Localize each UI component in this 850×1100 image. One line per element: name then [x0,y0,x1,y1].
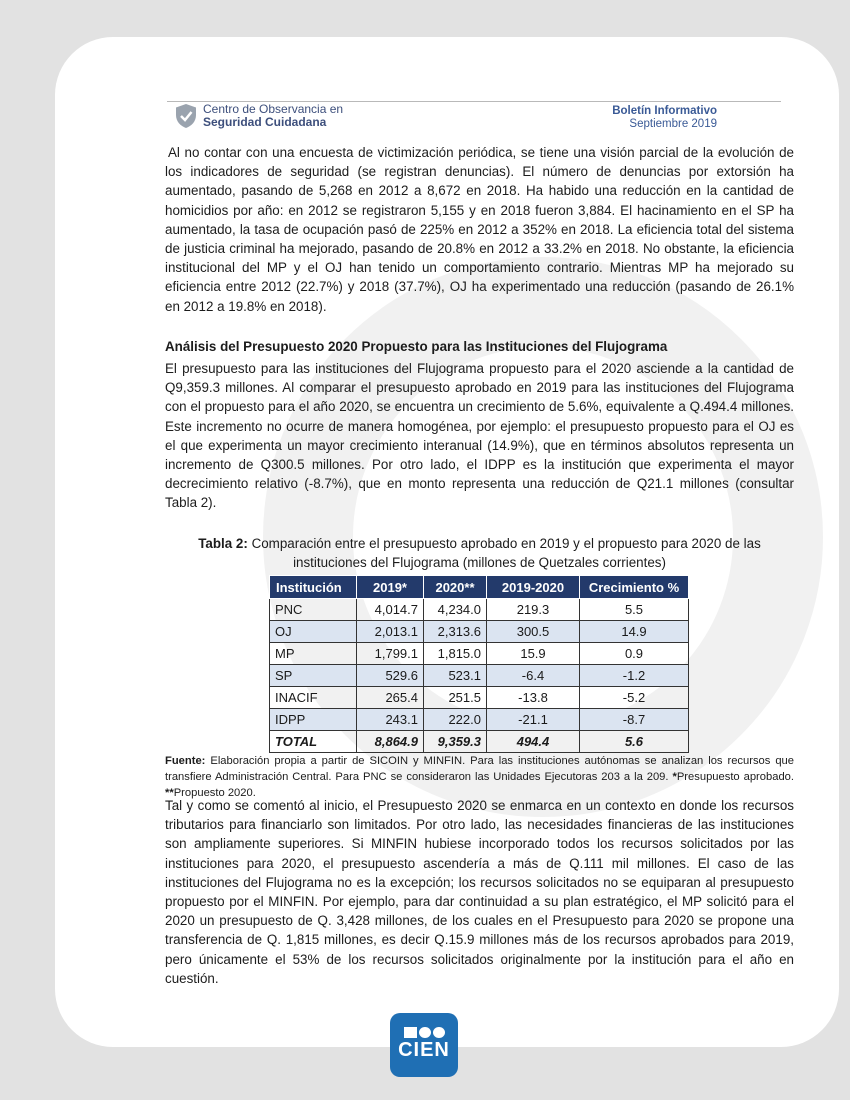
cell-diff: -6.4 [487,665,580,687]
logo-mark-icon [390,1027,458,1038]
cell-institution: SP [270,665,357,687]
section-paragraph: El presupuesto para las instituciones del Flujograma propuesto para el 2020 asciende a la cantidad de Q9,359.3 millones. Al comparar el presupuesto aprobado en 2019 para las instituciones del Flujograma con el propuesto para el año 2020, se encuentra un crecimiento de 5.6%, equivalente a Q.494.4 millones. Este incremento no ocurre de manera homogénea, por ejemplo: el presupuesto propuesto para el OJ es el que experimenta un mayor crecimiento interanual (14.9%), que en términos absolutos representa un incremento de Q300.5 millones. Por otro lado, el IDPP es la institución que experimenta el mayor decrecimiento relativo (-8.7%), que en monto representa una reducción de Q21.1 millones (consultar Tabla 2). [165,361,794,511]
cell-total-label: TOTAL [270,731,357,753]
cell-growth: 5.5 [580,599,689,621]
cell-institution: INACIF [270,687,357,709]
header-2019-2020: 2019-2020 [487,576,580,599]
table-row [270,621,689,643]
table-header-row [270,576,689,599]
table-caption-label: Tabla 2: [198,536,248,551]
cien-logo [390,1013,458,1077]
cell-institution: OJ [270,621,357,643]
cell-2019: 4,014.7 [357,599,424,621]
header-crecimiento: Crecimiento % [580,576,689,599]
cell-diff: 219.3 [487,599,580,621]
cell-institution: IDPP [270,709,357,731]
cell-total-2019: 8,864.9 [357,731,424,753]
header-institucion: Institución [270,576,357,599]
cell-institution: MP [270,643,357,665]
cell-growth: 0.9 [580,643,689,665]
cell-diff: -21.1 [487,709,580,731]
cell-growth: -8.7 [580,709,689,731]
cell-total-diff: 494.4 [487,731,580,753]
table-total-row [270,731,689,753]
section-title: Análisis del Presupuesto 2020 Propuesto para las Instituciones del Flujograma [165,339,668,354]
note-mark-1: * [672,771,677,783]
table-row [270,599,689,621]
cell-growth: -5.2 [580,687,689,709]
bulletin-title: Boletín Informativo [612,105,717,117]
bulletin-info [612,105,717,131]
table-row [270,665,689,687]
cell-2020: 251.5 [424,687,487,709]
source-text: Elaboración propia a partir de SICOIN y MINFIN. Para las instituciones autónomas se analizan los recursos que transfiere Administración Central. Para PNC se consideraron las Unidades Ejecutoras 203 a la 209. [165,755,794,783]
intro-paragraph: Al no contar con una encuesta de victimización periódica, se tiene una visión parcial de la evolución de los indicadores de seguridad (se registran denuncias). El número de denuncias por extorsión ha aumentado, pasando de 5,268 en 2012 a 8,672 en 2018. Ha habido una reducción en la cantidad de homicidios por año: en 2012 se registraron 5,155 y en 2018 fueron 3,884. El hacinamiento en el SP ha aumentado, la tasa de ocupación pasó de 225% en 2012 a 352% en 2018. La eficiencia total del sistema de justicia criminal ha mejorado, pasando de 20.8% en 2012 a 33.2% en 2018. No obstante, la eficiencia institucional del MP y el OJ han tenido un comportamiento contrario. Mientras MP ha mejorado su eficiencia entre 2012 (22.7%) y 2018 (37.7%), OJ ha experimentado una reducción (pasando de 26.1% en 2012 a 19.8% en 2018). [165,145,794,314]
cell-growth: 14.9 [580,621,689,643]
org-name-line1: Centro de Observancia en [203,102,344,116]
cell-2020: 523.1 [424,665,487,687]
source-label: Fuente: [165,755,206,767]
cell-diff: 300.5 [487,621,580,643]
note-text-1: Presupuesto aprobado. [676,771,795,783]
cell-2020: 2,313.6 [424,621,487,643]
note-mark-2: ** [165,787,174,799]
cell-growth: -1.2 [580,665,689,687]
table-row [270,643,689,665]
cell-2019: 2,013.1 [357,621,424,643]
logo-text: CIEN [398,1039,450,1061]
cell-2019: 243.1 [357,709,424,731]
cell-2019: 529.6 [357,665,424,687]
cell-total-2020: 9,359.3 [424,731,487,753]
cell-2019: 265.4 [357,687,424,709]
cell-2020: 222.0 [424,709,487,731]
note-text-2: Propuesto 2020. [173,787,256,799]
cell-diff: 15.9 [487,643,580,665]
cell-diff: -13.8 [487,687,580,709]
cell-institution: PNC [270,599,357,621]
table-caption [165,534,794,572]
bulletin-date: Septiembre 2019 [629,118,717,130]
closing-paragraph: Tal y como se comentó al inicio, el Presupuesto 2020 se enmarca en un contexto en donde los recursos tributarios para financiarlo son limitados. Por otro lado, las necesidades financieras de las instituciones son ampliamente superiores. Si MINFIN hubiese incorporado todos los recursos solicitados por las instituciones para 2020, el presupuesto ascendería a más de Q.111 mil millones. El caso de las instituciones del Flujograma no es la excepción; los recursos solicitados no se equiparan al presupuesto propuesto por el MINFIN. Por ejemplo, para dar continuidad a su plan estratégico, el MP solicitó para el 2020 un presupuesto de Q. 3,428 millones, de los cuales en el Presupuesto para 2020 se propone una transferencia de Q. 1,815 millones, es decir Q.15.9 millones más de los recursos aprobados para 2019, pero únicamente el 53% de los recursos solicitados originalmente por la institución para el año en cuestión. [165,798,794,986]
header-2020: 2020** [424,576,487,599]
source-note [165,753,794,801]
organization-header [175,103,343,129]
org-name-line2: Seguridad Cuidadana [203,115,327,129]
budget-table [269,575,689,753]
table-row [270,709,689,731]
cell-2020: 1,815.0 [424,643,487,665]
shield-check-icon [175,103,197,129]
cell-total-growth: 5.6 [580,731,689,753]
document-page [55,37,839,1047]
header-2019: 2019* [357,576,424,599]
table-caption-text: Comparación entre el presupuesto aprobado en 2019 y el propuesto para 2020 de las instituciones del Flujograma (millones de Quetzales corrientes) [247,536,761,570]
cell-2020: 4,234.0 [424,599,487,621]
cell-2019: 1,799.1 [357,643,424,665]
table-row [270,687,689,709]
